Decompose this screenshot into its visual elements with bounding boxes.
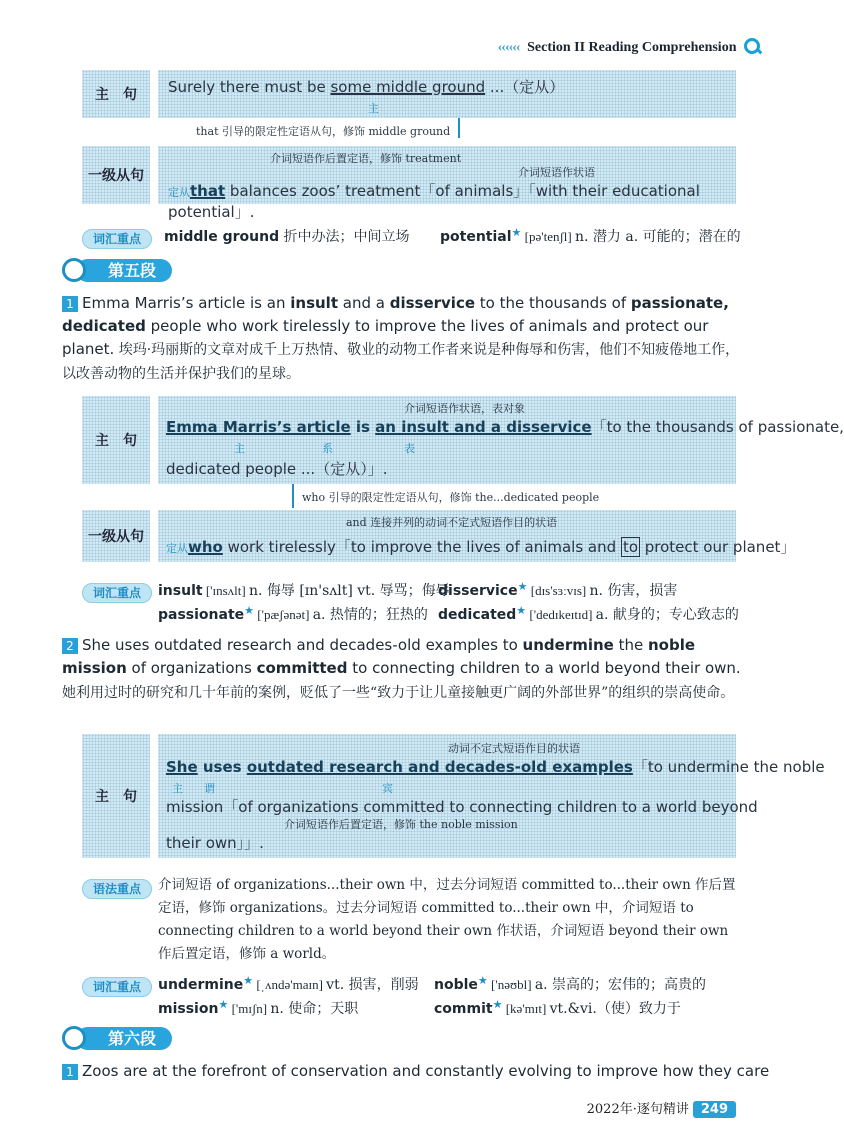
main-clause-line1-3: She uses outdated research and decades-old examples「to undermine the noble bbox=[166, 758, 825, 776]
sub-clause-band-2 bbox=[158, 510, 796, 562]
main-clause-label-1: 主 句 bbox=[82, 70, 150, 118]
page-number: 249 bbox=[693, 1101, 736, 1118]
vocab-item: insult ['ɪnsʌlt] n. 侮辱 [ɪn'sʌlt] vt. 辱骂；侮辱 bbox=[158, 583, 450, 599]
page-footer: 2022年·逐句精讲 249 bbox=[587, 1098, 736, 1117]
sub-clause-text-2: 定从who work tirelessly「to improve the lives of animals and to protect our planet」 bbox=[166, 538, 796, 556]
vocab-item: passionate★ ['pæʃənət] a. 热情的；狂热的 bbox=[158, 604, 428, 623]
main-clause-label-3: 主 句 bbox=[82, 734, 150, 858]
link-arrow-1 bbox=[458, 118, 460, 138]
paragraph-6-1: 1 Zoos are at the forefront of conservation and constantly evolving to improve how they care bbox=[62, 1060, 742, 1083]
search-icon bbox=[744, 38, 760, 54]
search-icon bbox=[62, 258, 86, 282]
vocab-item: potential★ [pə'tenʃl] n. 潜力 a. 可能的；潜在的 bbox=[440, 226, 741, 245]
main-clause-label-2: 主 句 bbox=[82, 396, 150, 484]
paragraph-5-2: 2 She uses outdated research and decades-old examples to undermine the noble mission of organizations committed to connecting children to a world beyond their own. 她利用过时的研究和几十年前的案例，贬低了一些“致力于让儿童接触更广阔的外部世界”的组织的崇高使命。 bbox=[62, 636, 741, 701]
section-heading-5: 第五段 bbox=[62, 258, 172, 281]
section-heading-6: 第六段 bbox=[62, 1026, 172, 1049]
main-clause-line2-2: dedicated people ...（定从）」. bbox=[166, 460, 388, 478]
vocab-item: noble★ ['nəʊbl] a. 崇高的；宏伟的；高贵的 bbox=[434, 974, 707, 993]
main-note-top-3: 动词不定式短语作目的状语 bbox=[448, 742, 580, 755]
link-arrow-2 bbox=[292, 484, 294, 508]
main-clause-band-3 bbox=[158, 734, 825, 858]
sub-clause-note-2: and 连接并列的动词不定式短语作目的状语 bbox=[346, 516, 558, 529]
vocab-item: mission★ ['mɪʃn] n. 使命；天职 bbox=[158, 998, 359, 1017]
grammar-tag: 语法重点 bbox=[82, 878, 152, 897]
subject-marker-3: 主 bbox=[172, 782, 183, 795]
main-note-mid-3: 介词短语作后置定语，修饰 the noble mission bbox=[284, 818, 518, 831]
predicative-marker-2: 表 bbox=[404, 442, 415, 455]
vocab-item: undermine★ [ˌʌndə'maɪn] vt. 损害，削弱 bbox=[158, 974, 419, 993]
verb-marker-3: 谓 bbox=[204, 782, 215, 795]
sub-clause-note-top-1: 介词短语作后置定语，修饰 treatment bbox=[270, 152, 462, 165]
sub-clause-label-1: 一级从句 bbox=[82, 146, 150, 204]
paragraph-5-1: 1 Emma Marris’s article is an insult and a disservice to the thousands of passionate, dedicated people who work tirelessly to improve the lives of animals and protect our planet. 埃玛·玛丽斯的文章对成千上万热情、敬业的动物工作者来说是种侮辱和伤害，他们不知疲倦地工作，以改善动物的生活并保护我们的星球。 bbox=[62, 294, 740, 382]
main-clause-band-2 bbox=[158, 396, 844, 484]
header-title: Section II Reading Comprehension bbox=[527, 40, 737, 55]
link-note-1: that 引导的限定性定语从句，修饰 middle ground bbox=[196, 125, 451, 138]
main-clause-line1-2: Emma Marris’s article is an insult and a disservice「to the thousands of passionate, bbox=[166, 418, 844, 436]
sub-clause-note-right-1: 介词短语作状语 bbox=[518, 166, 595, 179]
vocab-tag-2: 词汇重点 bbox=[82, 582, 152, 601]
object-marker-3: 宾 bbox=[382, 782, 393, 795]
sub-clause-text-1: 定从that balances zoos’ treatment「of animals」「with their educational potential」. bbox=[168, 182, 700, 221]
search-icon bbox=[62, 1026, 86, 1050]
vocab-item: middle ground 折中办法；中间立场 bbox=[164, 229, 410, 245]
main-clause-band-1 bbox=[158, 70, 736, 118]
link-note-2: who 引导的限定性定语从句，修饰 the...dedicated people bbox=[302, 491, 600, 504]
main-clause-text-1: Surely there must be some middle ground ...（定从） bbox=[168, 78, 565, 96]
main-clause-line2-3: mission「of organizations committed to connecting children to a world beyond bbox=[166, 798, 758, 816]
vocab-tag-3: 词汇重点 bbox=[82, 976, 152, 995]
header-arrows: ‹‹‹‹‹‹ bbox=[497, 40, 520, 55]
main-clause-line3-3: their own」」. bbox=[166, 834, 264, 852]
subject-marker-1: 主 bbox=[368, 102, 379, 115]
vocab-item: commit★ [kə'mɪt] vt.&vi.（使）致力于 bbox=[434, 998, 681, 1017]
verb-marker-2: 系 bbox=[322, 442, 333, 455]
subject-marker-2: 主 bbox=[234, 442, 245, 455]
grammar-text: 介词短语 of organizations...their own 中，过去分词短语 committed to...their own 作后置定语，修饰 organizations。过去分词短语 committed to...their own 中，介词短语 to connecting children to a world beyond their own 作状语，介词短语 beyond their own 作后置定语，修饰 a world。 bbox=[158, 877, 736, 962]
main-note-top-2: 介词短语作状语，表对象 bbox=[404, 402, 525, 415]
running-header bbox=[498, 38, 760, 56]
sub-clause-band-1 bbox=[158, 146, 736, 221]
sub-clause-label-2: 一级从句 bbox=[82, 510, 150, 562]
vocab-tag-1: 词汇重点 bbox=[82, 228, 152, 247]
vocab-item: dedicated★ ['dedɪkeɪtɪd] a. 献身的；专心致志的 bbox=[438, 604, 739, 623]
vocab-item: disservice★ [dɪs'sɜːvɪs] n. 伤害，损害 bbox=[438, 580, 678, 599]
